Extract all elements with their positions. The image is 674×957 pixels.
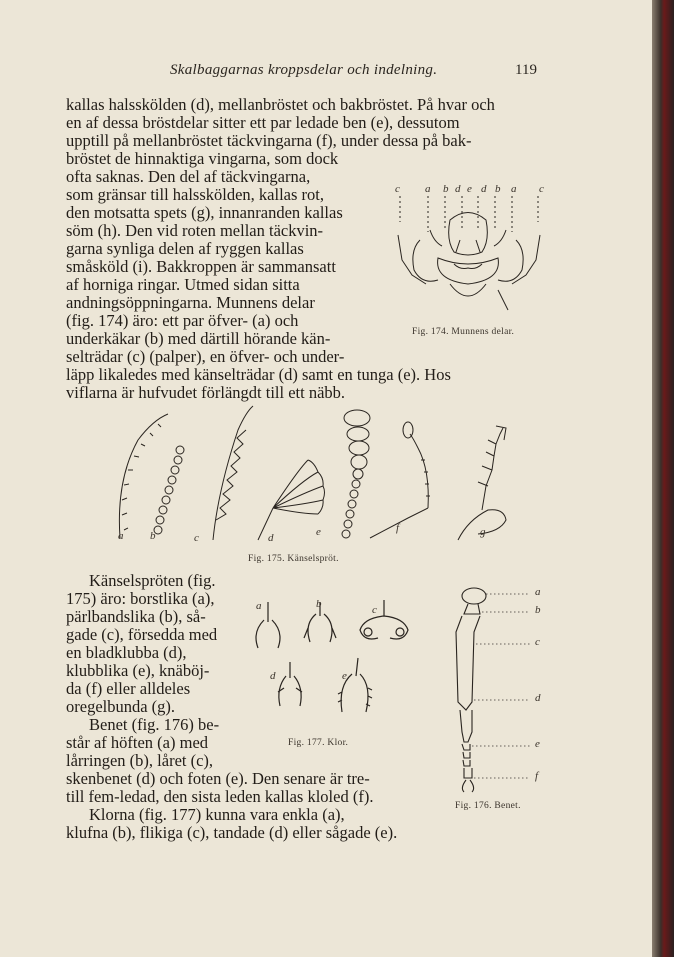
text-line: som gränsar till halsskölden, kallas rot, — [66, 185, 324, 204]
fig175-label: c — [194, 532, 200, 544]
fig177-label: a — [256, 600, 262, 612]
text-line: gade (c), försedda med — [66, 625, 218, 644]
text-line: af horniga ringar. Utmed sidan sitta — [66, 275, 300, 294]
fig174-label: c — [395, 183, 401, 195]
text-line: underkäkar (b) med därtill hörande kän- — [66, 329, 331, 348]
running-header — [0, 60, 652, 82]
text-line: Känselspröten (fig. — [89, 571, 216, 590]
book-spine-edge — [652, 0, 674, 957]
fig175-caption: Fig. 175. Känselspröt. — [248, 554, 339, 564]
fig174-label: a — [511, 183, 517, 195]
running-title: Skalbaggarnas kroppsdelar och indelning. — [170, 62, 438, 78]
text-line: garna synliga delen af ryggen kallas — [66, 239, 304, 258]
text-line: bröstet de hinnaktiga vingarna, som dock — [66, 149, 339, 168]
text-line: Klorna (fig. 177) kunna vara enkla (a), — [89, 805, 345, 824]
fig174-label: a — [425, 183, 431, 195]
fig175-label: f — [396, 522, 400, 534]
text-line: läpp likaledes med känselträdar (d) samt en tunga (e). Hos — [66, 365, 451, 384]
text-line: upptill på mellanbröstet täckvingarna (f), under dessa på bak- — [66, 131, 472, 150]
fig176-label: b — [535, 604, 541, 616]
text-line: en bladklubba (d), — [66, 643, 187, 662]
fig175-label: a — [118, 530, 124, 542]
fig174-label: b — [495, 183, 501, 195]
text-line: söm (h). Den vid roten mellan täckvin- — [66, 221, 324, 240]
text-line: pärlbandslika (b), så- — [66, 607, 206, 626]
fig174-mouthparts-illustration — [390, 180, 550, 320]
text-line: till fem-ledad, den sista leden kallas kloled (f). — [66, 787, 374, 806]
text-line: ofta saknas. Den del af täckvingarna, — [66, 167, 311, 186]
fig176-caption: Fig. 176. Benet. — [455, 801, 521, 811]
text-line: klufna (b), flikiga (c), tandade (d) eller sågade (e). — [66, 823, 398, 842]
fig174-label: d — [455, 183, 461, 195]
text-line: lårringen (b), låret (c), — [66, 751, 214, 770]
text-line: kallas halsskölden (d), mellanbröstet och bakbröstet. På hvar och — [66, 95, 495, 114]
text-line: Benet (fig. 176) be- — [89, 715, 220, 734]
fig177-label: c — [372, 604, 378, 616]
text-line: klubblika (e), knäböj- — [66, 661, 210, 680]
fig174-label: e — [467, 183, 473, 195]
fig176-label: a — [535, 586, 541, 598]
fig177-label: b — [316, 598, 322, 610]
fig177-caption: Fig. 177. Klor. — [288, 738, 349, 748]
text-line: står af höften (a) med — [66, 733, 209, 752]
fig175-label: e — [316, 526, 322, 538]
text-line: småsköld (i). Bakkroppen är sammansatt — [66, 257, 336, 276]
fig175-label: d — [268, 532, 274, 544]
fig176-label: d — [535, 692, 541, 704]
text-line: skenbenet (d) och foten (e). Den senare är tre- — [66, 769, 370, 788]
text-line: den motsatta spets (g), innanranden kallas — [66, 203, 343, 222]
fig174-label: b — [443, 183, 449, 195]
fig176-label: c — [535, 636, 541, 648]
fig174-caption: Fig. 174. Munnens delar. — [412, 327, 515, 337]
text-line: 175) äro: borstlika (a), — [66, 589, 215, 608]
fig177-claws-illustration — [238, 592, 418, 732]
fig174-label: c — [539, 183, 545, 195]
text-line: (fig. 174) äro: ett par öfver- (a) och — [66, 311, 299, 330]
fig174-label: d — [481, 183, 487, 195]
fig175-label: b — [150, 530, 156, 542]
text-line: da (f) eller alldeles — [66, 679, 191, 698]
text-line: viflarna är hufvudet förlängdt till ett näbb. — [66, 383, 346, 402]
text-line: en af dessa bröstdelar sitter ett par ledade ben (e), dessutom — [66, 113, 460, 132]
fig174-label-row — [395, 183, 555, 197]
page-number: 119 — [515, 62, 537, 78]
fig176-label: e — [535, 738, 541, 750]
text-line: selträdar (c) (palper), en öfver- och under- — [66, 347, 345, 366]
fig176-label: f — [535, 770, 539, 782]
fig175-label: g — [480, 526, 486, 538]
fig177-label: e — [342, 670, 348, 682]
text-line: andningsöppningarna. Munnens delar — [66, 293, 315, 312]
text-line: oregelbunda (g). — [66, 697, 176, 716]
fig177-label: d — [270, 670, 276, 682]
